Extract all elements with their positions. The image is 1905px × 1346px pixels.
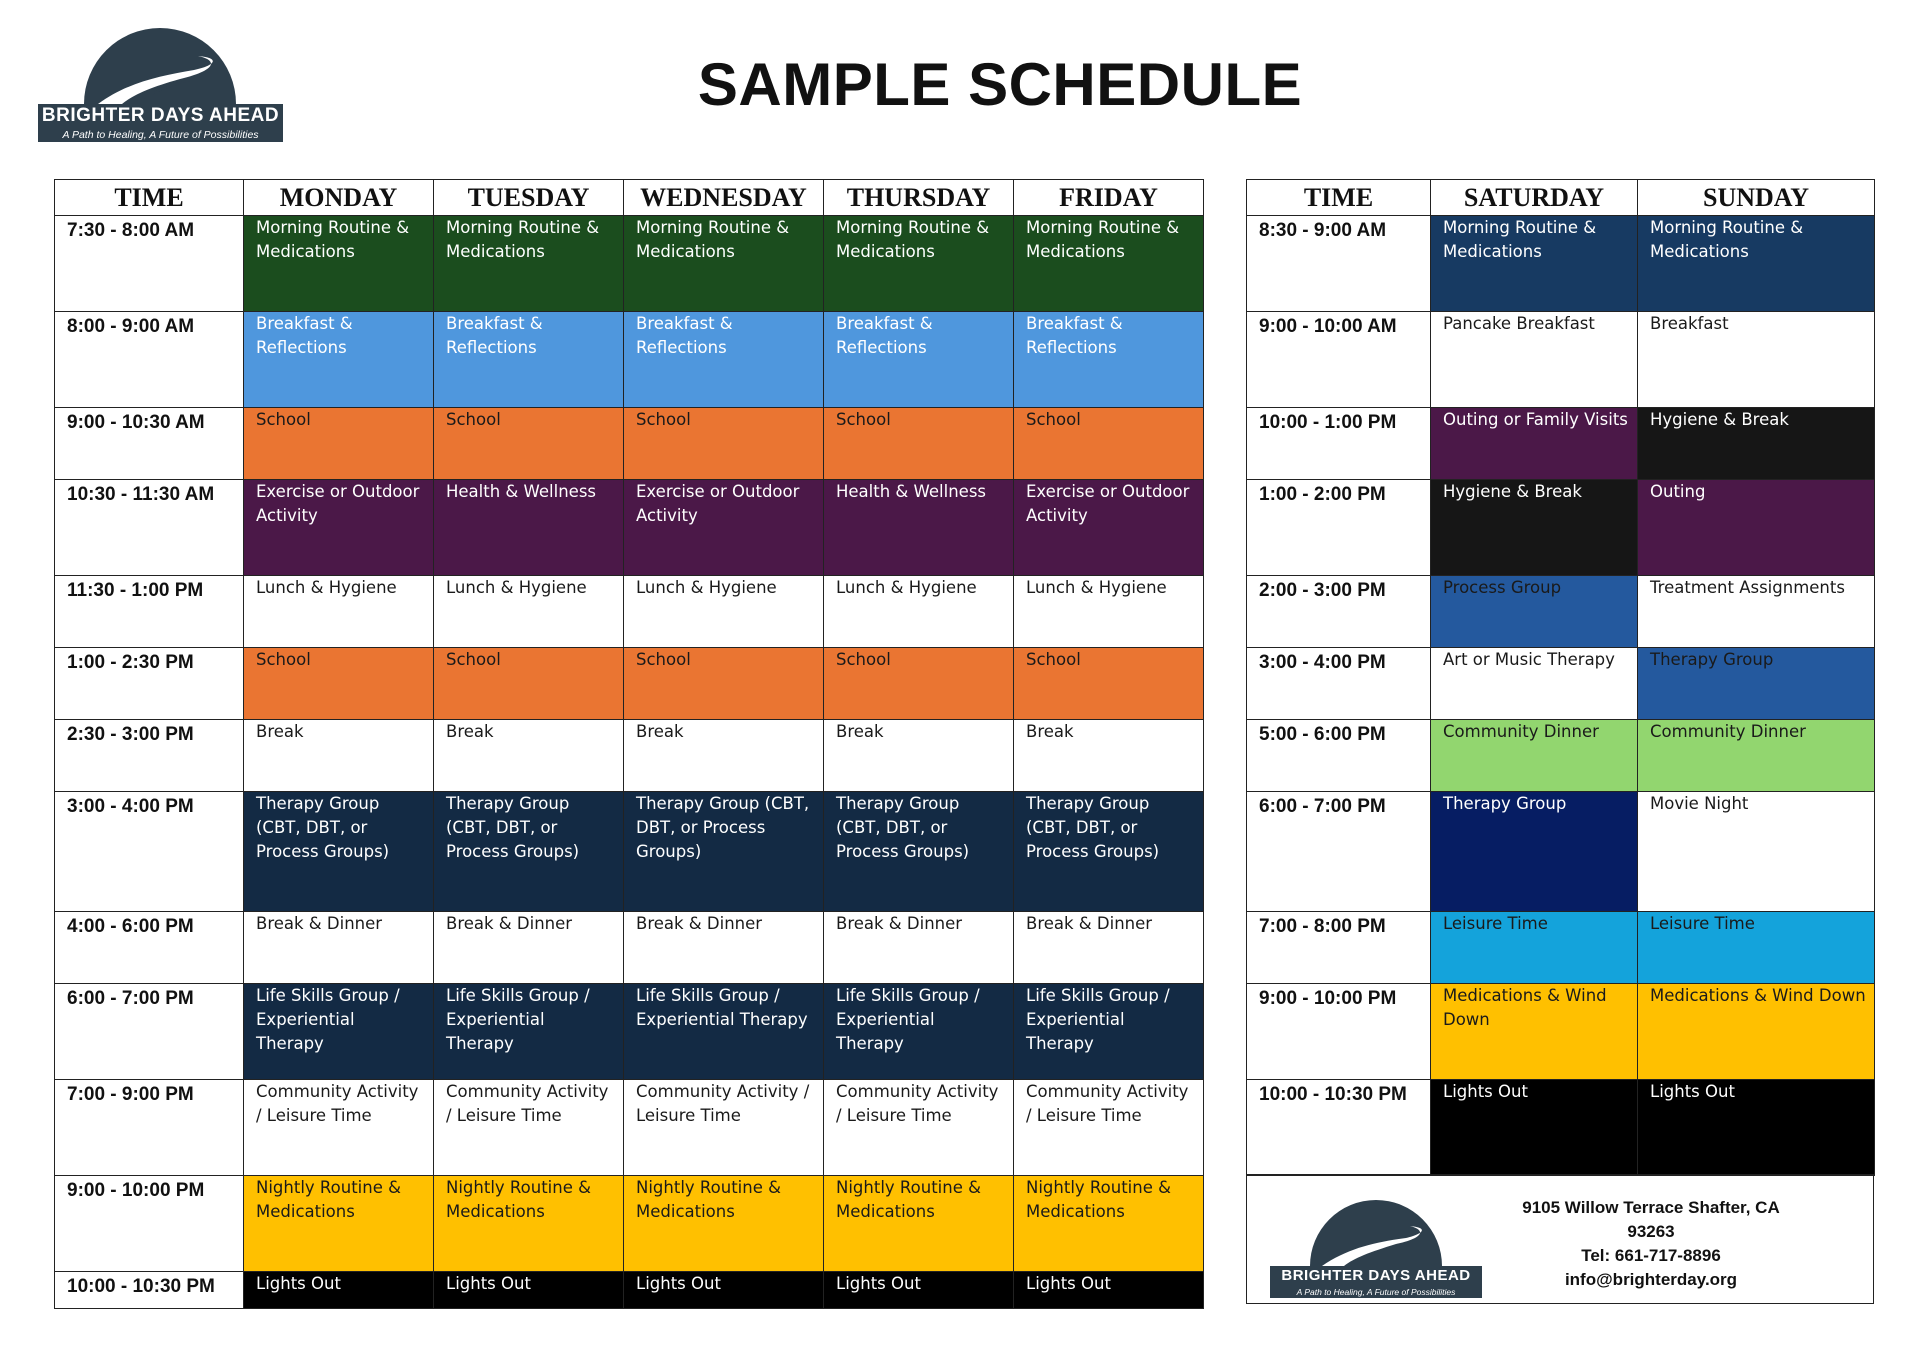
time-slot: 3:00 - 4:00 PM (1247, 648, 1431, 720)
schedule-row (55, 408, 1204, 480)
activity-cell: Exercise or Outdoor Activity (624, 480, 824, 576)
footer-brand-name: BRIGHTER DAYS AHEAD (1270, 1266, 1482, 1286)
contact-phone: Tel: 661-717-8896 (1581, 1246, 1721, 1265)
schedule-row (1247, 576, 1875, 648)
activity-cell: School (244, 408, 434, 480)
time-slot: 7:00 - 9:00 PM (55, 1080, 244, 1176)
schedule-row (55, 648, 1204, 720)
weekend-header-row (1247, 180, 1875, 216)
activity-cell: Medications & Wind Down (1431, 984, 1638, 1080)
time-slot: 3:00 - 4:00 PM (55, 792, 244, 912)
activity-cell: Community Dinner (1638, 720, 1875, 792)
schedule-row (1247, 216, 1875, 312)
weekend-header-sunday: SUNDAY (1638, 180, 1875, 216)
contact-address-line1: 9105 Willow Terrace Shafter, CA (1522, 1198, 1780, 1217)
time-slot: 7:00 - 8:00 PM (1247, 912, 1431, 984)
activity-cell: Break & Dinner (1014, 912, 1204, 984)
activity-cell: Therapy Group (1431, 792, 1638, 912)
activity-cell: Nightly Routine & Medications (1014, 1176, 1204, 1272)
time-slot: 1:00 - 2:00 PM (1247, 480, 1431, 576)
time-slot: 9:00 - 10:00 AM (1247, 312, 1431, 408)
time-slot: 1:00 - 2:30 PM (55, 648, 244, 720)
activity-cell: Nightly Routine & Medications (244, 1176, 434, 1272)
activity-cell: Outing (1638, 480, 1875, 576)
activity-cell: Community Activity / Leisure Time (434, 1080, 624, 1176)
activity-cell: Medications & Wind Down (1638, 984, 1875, 1080)
time-slot: 10:00 - 1:00 PM (1247, 408, 1431, 480)
schedule-row (1247, 912, 1875, 984)
time-slot: 2:00 - 3:00 PM (1247, 576, 1431, 648)
activity-cell: Lights Out (1014, 1272, 1204, 1309)
time-slot: 6:00 - 7:00 PM (55, 984, 244, 1080)
time-slot: 9:00 - 10:00 PM (55, 1176, 244, 1272)
activity-cell: Break (244, 720, 434, 792)
activity-cell: Break (1014, 720, 1204, 792)
activity-cell: Hygiene & Break (1431, 480, 1638, 576)
weekday-schedule-table (54, 179, 1204, 1309)
activity-cell: Breakfast & Reflections (434, 312, 624, 408)
activity-cell: Therapy Group (CBT, DBT, or Process Groups) (434, 792, 624, 912)
activity-cell: School (824, 408, 1014, 480)
activity-cell: Break & Dinner (824, 912, 1014, 984)
schedule-row (1247, 1080, 1875, 1176)
activity-cell: Health & Wellness (824, 480, 1014, 576)
activity-cell: Breakfast & Reflections (824, 312, 1014, 408)
activity-cell: Lights Out (1638, 1080, 1875, 1176)
activity-cell: Lunch & Hygiene (434, 576, 624, 648)
weekend-header-saturday: SATURDAY (1431, 180, 1638, 216)
activity-cell: Pancake Breakfast (1431, 312, 1638, 408)
footer-brand-tagline: A Path to Healing, A Future of Possibilities (1270, 1286, 1482, 1298)
activity-cell: Morning Routine & Medications (824, 216, 1014, 312)
schedule-row (55, 312, 1204, 408)
contact-info (1498, 1196, 1804, 1292)
activity-cell: Community Dinner (1431, 720, 1638, 792)
schedule-row (55, 1080, 1204, 1176)
weekday-header-friday: FRIDAY (1014, 180, 1204, 216)
activity-cell: Life Skills Group / Experiential Therapy (434, 984, 624, 1080)
time-slot: 10:30 - 11:30 AM (55, 480, 244, 576)
time-slot: 8:30 - 9:00 AM (1247, 216, 1431, 312)
activity-cell: Breakfast & Reflections (624, 312, 824, 408)
weekday-header-row (55, 180, 1204, 216)
activity-cell: Break & Dinner (624, 912, 824, 984)
schedule-row (55, 1176, 1204, 1272)
activity-cell: Lights Out (244, 1272, 434, 1309)
road-icon (38, 0, 283, 104)
activity-cell: Lunch & Hygiene (1014, 576, 1204, 648)
road-icon (1270, 1180, 1482, 1266)
activity-cell: Breakfast (1638, 312, 1875, 408)
brand-name: BRIGHTER DAYS AHEAD (38, 104, 283, 128)
activity-cell: Break (434, 720, 624, 792)
schedule-row (55, 576, 1204, 648)
schedule-row (55, 1272, 1204, 1309)
schedule-row (1247, 720, 1875, 792)
activity-cell: Break & Dinner (244, 912, 434, 984)
activity-cell: Life Skills Group / Experiential Therapy (244, 984, 434, 1080)
activity-cell: Exercise or Outdoor Activity (244, 480, 434, 576)
activity-cell: Lights Out (624, 1272, 824, 1309)
activity-cell: Break (624, 720, 824, 792)
activity-cell: School (434, 408, 624, 480)
activity-cell: Lunch & Hygiene (244, 576, 434, 648)
brand-tagline: A Path to Healing, A Future of Possibilities (38, 128, 283, 142)
activity-cell: Art or Music Therapy (1431, 648, 1638, 720)
activity-cell: Nightly Routine & Medications (824, 1176, 1014, 1272)
schedule-row (1247, 792, 1875, 912)
time-slot: 10:00 - 10:30 PM (55, 1272, 244, 1309)
schedule-row (55, 216, 1204, 312)
time-slot: 4:00 - 6:00 PM (55, 912, 244, 984)
activity-cell: Break (824, 720, 1014, 792)
activity-cell: Life Skills Group / Experiential Therapy (824, 984, 1014, 1080)
activity-cell: Morning Routine & Medications (244, 216, 434, 312)
activity-cell: Hygiene & Break (1638, 408, 1875, 480)
schedule-row (1247, 648, 1875, 720)
activity-cell: School (1014, 408, 1204, 480)
activity-cell: Break & Dinner (434, 912, 624, 984)
schedule-row (55, 912, 1204, 984)
activity-cell: Morning Routine & Medications (1638, 216, 1875, 312)
weekend-schedule-table (1246, 179, 1875, 1176)
activity-cell: Lights Out (824, 1272, 1014, 1309)
time-slot: 6:00 - 7:00 PM (1247, 792, 1431, 912)
activity-cell: School (624, 408, 824, 480)
weekend-header-time: TIME (1247, 180, 1431, 216)
activity-cell: Lights Out (1431, 1080, 1638, 1176)
activity-cell: Community Activity / Leisure Time (244, 1080, 434, 1176)
activity-cell: Outing or Family Visits (1431, 408, 1638, 480)
activity-cell: Lunch & Hygiene (624, 576, 824, 648)
brand-logo (38, 0, 283, 145)
time-slot: 10:00 - 10:30 PM (1247, 1080, 1431, 1176)
activity-cell: Therapy Group (CBT, DBT, or Process Groups) (244, 792, 434, 912)
activity-cell: Nightly Routine & Medications (434, 1176, 624, 1272)
activity-cell: School (824, 648, 1014, 720)
activity-cell: Morning Routine & Medications (624, 216, 824, 312)
activity-cell: Morning Routine & Medications (434, 216, 624, 312)
schedule-row (1247, 480, 1875, 576)
activity-cell: Community Activity / Leisure Time (1014, 1080, 1204, 1176)
activity-cell: School (244, 648, 434, 720)
activity-cell: Morning Routine & Medications (1431, 216, 1638, 312)
schedule-row (1247, 408, 1875, 480)
weekday-header-time: TIME (55, 180, 244, 216)
activity-cell: Nightly Routine & Medications (624, 1176, 824, 1272)
activity-cell: Process Group (1431, 576, 1638, 648)
activity-cell: Therapy Group (CBT, DBT, or Process Groups) (1014, 792, 1204, 912)
activity-cell: Life Skills Group / Experiential Therapy (624, 984, 824, 1080)
time-slot: 7:30 - 8:00 AM (55, 216, 244, 312)
activity-cell: Life Skills Group / Experiential Therapy (1014, 984, 1204, 1080)
time-slot: 9:00 - 10:30 AM (55, 408, 244, 480)
weekday-header-wednesday: WEDNESDAY (624, 180, 824, 216)
activity-cell: School (1014, 648, 1204, 720)
activity-cell: Community Activity / Leisure Time (624, 1080, 824, 1176)
activity-cell: Lights Out (434, 1272, 624, 1309)
activity-cell: Breakfast & Reflections (244, 312, 434, 408)
schedule-row (55, 792, 1204, 912)
activity-cell: Community Activity / Leisure Time (824, 1080, 1014, 1176)
activity-cell: School (434, 648, 624, 720)
activity-cell: Leisure Time (1431, 912, 1638, 984)
activity-cell: Therapy Group (CBT, DBT, or Process Groups) (824, 792, 1014, 912)
contact-address-line2: 93263 (1627, 1222, 1675, 1241)
weekday-header-thursday: THURSDAY (824, 180, 1014, 216)
schedule-row (55, 984, 1204, 1080)
activity-cell: Leisure Time (1638, 912, 1875, 984)
schedule-row (1247, 312, 1875, 408)
activity-cell: Movie Night (1638, 792, 1875, 912)
activity-cell: School (624, 648, 824, 720)
time-slot: 5:00 - 6:00 PM (1247, 720, 1431, 792)
schedule-row (1247, 984, 1875, 1080)
footer-brand-logo (1270, 1180, 1482, 1300)
activity-cell: Lunch & Hygiene (824, 576, 1014, 648)
time-slot: 9:00 - 10:00 PM (1247, 984, 1431, 1080)
activity-cell: Breakfast & Reflections (1014, 312, 1204, 408)
activity-cell: Morning Routine & Medications (1014, 216, 1204, 312)
contact-email: info@brighterday.org (1564, 1270, 1738, 1289)
activity-cell: Therapy Group (CBT, DBT, or Process Groups) (624, 792, 824, 912)
time-slot: 8:00 - 9:00 AM (55, 312, 244, 408)
activity-cell: Treatment Assignments (1638, 576, 1875, 648)
schedule-row (55, 480, 1204, 576)
page-title: SAMPLE SCHEDULE (697, 51, 1303, 118)
activity-cell: Exercise or Outdoor Activity (1014, 480, 1204, 576)
activity-cell: Health & Wellness (434, 480, 624, 576)
weekday-header-monday: MONDAY (244, 180, 434, 216)
weekday-header-tuesday: TUESDAY (434, 180, 624, 216)
time-slot: 2:30 - 3:00 PM (55, 720, 244, 792)
activity-cell: Therapy Group (1638, 648, 1875, 720)
time-slot: 11:30 - 1:00 PM (55, 576, 244, 648)
schedule-row (55, 720, 1204, 792)
